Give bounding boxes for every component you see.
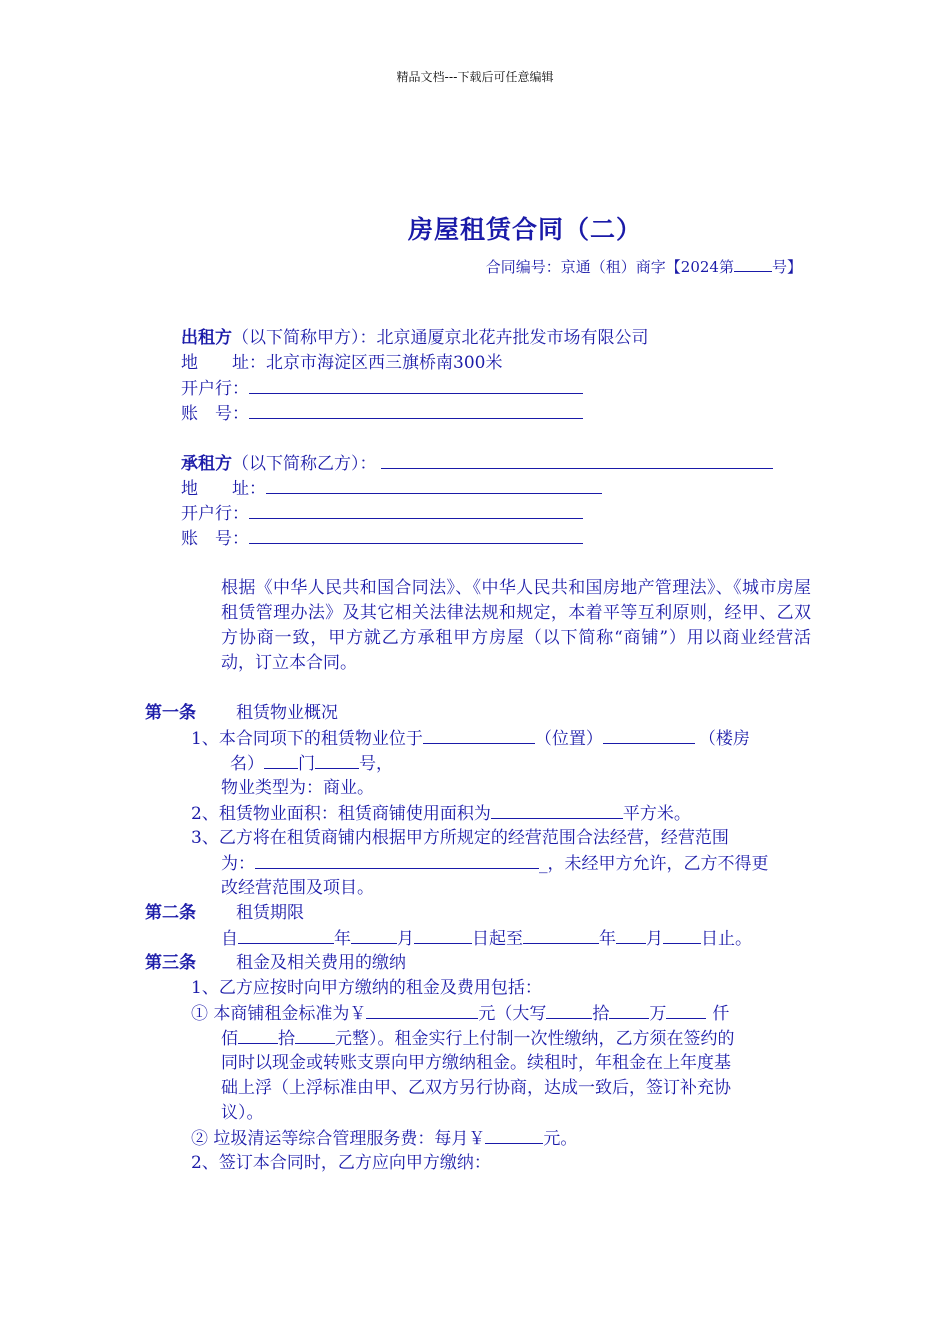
rent-line-3: 同时以现金或转账支票向甲方缴纳租金。续租时，年租金在上年度基 [221,1053,731,1073]
rent-line-4: 础上浮（上浮标准由甲、乙双方另行协商，达成一致后，签订补充协 [221,1078,731,1098]
article-2-heading [145,901,304,926]
period-year-2: 年 [599,929,616,949]
service-fee-unit: 元。 [543,1129,578,1149]
rent-bai-blank [238,1026,278,1044]
rent-line-5: 议）。 [221,1103,264,1123]
lessee-account-line [181,526,583,552]
service-fee-blank [485,1126,543,1144]
scope-label: 为： [221,854,255,874]
period-month-1: 月 [397,929,414,949]
period-month-2: 月 [646,929,663,949]
contract-number-blank [734,257,772,272]
end-year-blank [523,926,599,944]
period-from: 自 [221,929,238,949]
article-1-heading [145,701,338,726]
scope-blank [255,851,539,869]
lessor-account-label: 账 号： [181,404,249,424]
rent-amount-blank [366,1001,478,1019]
lessee-name-label: （以下简称乙方）： [232,454,377,474]
lessee-bank-label: 开户行： [181,504,249,524]
lessor-label: 出租方 [181,328,232,348]
start-year-blank [238,926,334,944]
end-month-blank [616,926,646,944]
rent-wan-blank [609,1001,649,1019]
article-3-title: 租金及相关费用的缴纳 [236,953,406,973]
lessee-bank-line [181,501,583,527]
lessor-account-blank [249,401,583,419]
lessor-bank-blank [249,376,583,394]
lessee-bank-blank [249,501,583,519]
rent-wan-label: 万 [649,1004,667,1024]
lessee-label: 承租方 [181,454,232,474]
lessee-name-blank [381,451,773,469]
area-unit: 平方米。 [622,804,691,824]
number-label: 号， [359,754,393,774]
gate-label: 门 [298,754,315,774]
start-month-blank [351,926,397,944]
article-3-label: 第三条 [145,953,196,973]
article-1-item-1-cont [230,751,393,777]
article-1-item-1 [191,726,750,752]
lessor-bank-label: 开户行： [181,379,249,399]
lessee-account-blank [249,526,583,544]
end-day-blank [663,926,701,944]
lessee-address-blank [266,476,602,494]
rent-payment-terms: 元整）。租金实行上付制一次性缴纳，乙方须在签约的 [335,1029,735,1049]
page-header: 精品文档---下载后可任意编辑 [396,70,554,84]
period-year-1: 年 [334,929,351,949]
rent-standard-label: ① 本商铺租金标准为￥ [191,1004,367,1024]
rent-ten-blank [546,1001,592,1019]
lessee-address-label: 地 址： [181,479,266,499]
period-until: 日起至 [472,929,523,949]
article-1-title: 租赁物业概况 [236,703,338,723]
article-1-item-3: 3、乙方将在租赁商铺内根据甲方所规定的经营范围合法经营，经营范围 [191,828,729,848]
rent-shi-label: 拾 [278,1029,295,1049]
lessee-address-line [181,476,602,502]
number-blank [315,751,359,769]
rent-qian-label: 仟 [712,1004,730,1024]
service-fee-label: ② 垃圾清运等综合管理服务费：每月￥ [191,1129,486,1149]
rent-qian-blank [666,1001,706,1019]
lessee-account-label: 账 号： [181,529,249,549]
article-3-heading [145,951,406,976]
period-end: 日止。 [701,929,752,949]
lessor-account-line [181,401,583,427]
lessee-line [181,451,773,477]
lessor-line [181,326,649,351]
article-1-item-3-cont [221,851,769,877]
gate-blank [264,751,298,769]
lease-period-line [221,926,752,952]
article-1-label: 第一条 [145,703,196,723]
rent-shi-blank [295,1026,335,1044]
area-blank [491,801,623,819]
contract-number-prefix: 合同编号：京通（租）商字【2024第 [485,258,734,276]
location-blank [423,726,535,744]
rent-bai-label: 佰 [221,1029,238,1049]
start-day-blank [414,926,472,944]
contract-number [486,256,802,277]
article-1-item-2 [191,801,691,827]
article-1-item-1-building: （楼房 [698,729,750,749]
article-2-title: 租赁期限 [236,903,304,923]
service-fee-line [191,1126,577,1152]
rent-line-2 [221,1026,735,1052]
scope-restriction: _，未经甲方允许，乙方不得更 [539,854,769,874]
article-3-item-2: 2、签订本合同时，乙方应向甲方缴纳： [191,1153,491,1173]
article-2-label: 第二条 [145,903,196,923]
rent-uppercase-label: 元（大写 [478,1004,547,1024]
property-type: 物业类型为：商业。 [221,778,374,798]
lessor-address: 地 址：北京市海淀区西三旗桥南300米 [181,353,503,373]
building-blank [603,726,695,744]
article-1-item-3-end: 改经营范围及项目。 [221,878,374,898]
building-name-label: 名） [230,754,264,774]
article-1-item-1-text: 1、本合同项下的租赁物业位于 [191,729,423,749]
article-3-item-1: 1、乙方应按时向甲方缴纳的租金及费用包括： [191,978,542,998]
lessor-bank-line [181,376,583,402]
intro-paragraph: 根据《中华人民共和国合同法》、《中华人民共和国房地产管理法》、《城市房屋租赁管理办法》及其它相关法律法规和规定，本着平等互利原则，经甲、乙双方协商一致，甲方就乙方承租甲方房屋（以下简称“商铺”）用以商业经营活动，订立本合同。 [221,578,811,673]
rent-line-1 [191,1001,729,1027]
article-1-item-1-location: （位置） [534,729,603,749]
area-label: 2、租赁物业面积：租赁商铺使用面积为 [191,804,491,824]
contract-number-suffix: 号】 [771,258,802,276]
document-title: 房屋租赁合同（二） [407,215,642,244]
lessor-name: （以下简称甲方）：北京通厦京北花卉批发市场有限公司 [232,328,649,348]
rent-ten-label: 拾 [592,1004,610,1024]
